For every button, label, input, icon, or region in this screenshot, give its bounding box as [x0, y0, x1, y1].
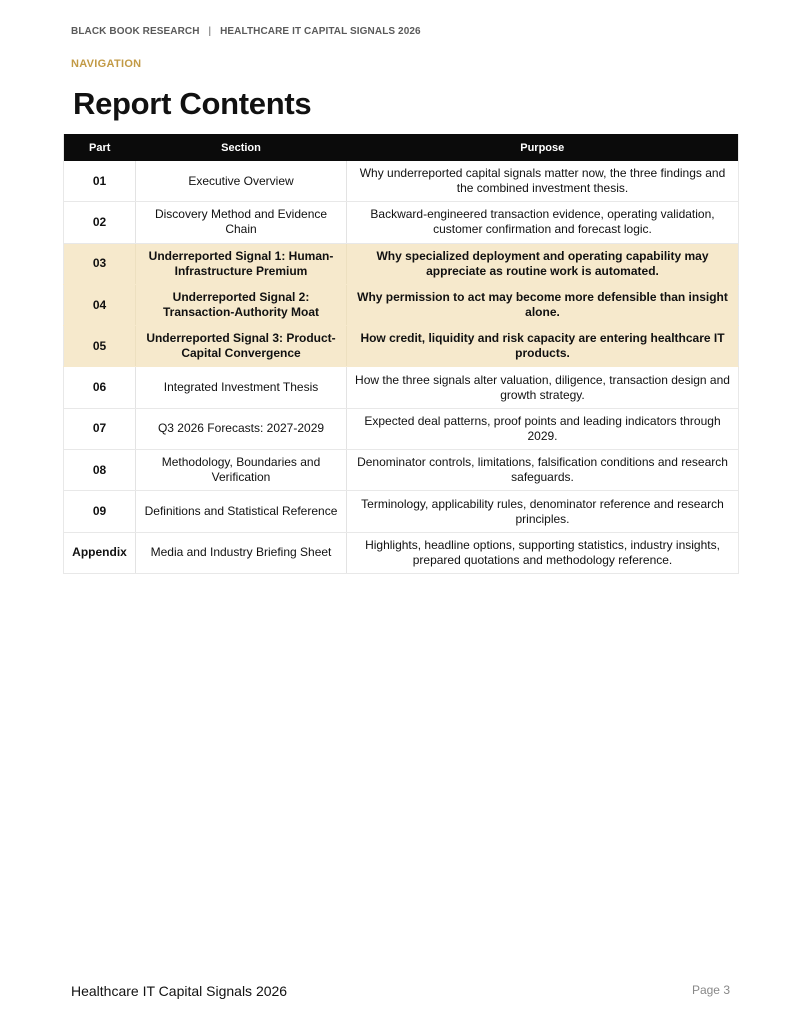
purpose-cell: Terminology, applicability rules, denominator reference and research principles. [347, 491, 739, 532]
column-header-part: Part [64, 134, 136, 161]
part-cell: 06 [64, 367, 136, 408]
purpose-cell: How the three signals alter valuation, diligence, transaction design and growth strategy. [347, 367, 739, 408]
table-row [64, 243, 739, 284]
section-cell: Integrated Investment Thesis [136, 367, 347, 408]
part-cell: 03 [64, 243, 136, 284]
part-cell: 09 [64, 491, 136, 532]
section-cell: Methodology, Boundaries and Verification [136, 450, 347, 491]
running-header [71, 26, 421, 37]
table-header-row [64, 134, 739, 161]
part-cell: Appendix [64, 532, 136, 573]
purpose-cell: Backward-engineered transaction evidence, operating validation, customer confirmation and forecast logic. [347, 202, 739, 243]
header-org: BLACK BOOK RESEARCH [71, 26, 200, 37]
header-separator: | [208, 26, 212, 37]
section-cell: Discovery Method and Evidence Chain [136, 202, 347, 243]
section-cell: Underreported Signal 3: Product-Capital Convergence [136, 326, 347, 367]
table-row [64, 202, 739, 243]
navigation-label: NAVIGATION [71, 58, 142, 70]
table-body [64, 161, 739, 573]
column-header-section: Section [136, 134, 347, 161]
part-cell: 01 [64, 161, 136, 202]
column-header-purpose: Purpose [347, 134, 739, 161]
header-report-name: HEALTHCARE IT CAPITAL SIGNALS 2026 [220, 26, 421, 37]
part-cell: 04 [64, 284, 136, 325]
section-cell: Executive Overview [136, 161, 347, 202]
purpose-cell: Why underreported capital signals matter now, the three findings and the combined investment thesis. [347, 161, 739, 202]
section-cell: Q3 2026 Forecasts: 2027-2029 [136, 408, 347, 449]
page-number: Page 3 [691, 983, 730, 997]
section-cell: Underreported Signal 2: Transaction-Authority Moat [136, 284, 347, 325]
table-row [64, 161, 739, 202]
page-title: Report Contents [73, 86, 312, 121]
section-cell: Media and Industry Briefing Sheet [136, 532, 347, 573]
section-cell: Definitions and Statistical Reference [136, 491, 347, 532]
part-cell: 05 [64, 326, 136, 367]
table-row [64, 367, 739, 408]
purpose-cell: Highlights, headline options, supporting statistics, industry insights, prepared quotations and methodology reference. [347, 532, 739, 573]
table-row [64, 532, 739, 573]
table-row [64, 408, 739, 449]
part-cell: 07 [64, 408, 136, 449]
purpose-cell: Denominator controls, limitations, falsification conditions and research safeguards. [347, 450, 739, 491]
purpose-cell: Why permission to act may become more defensible than insight alone. [347, 284, 739, 325]
contents-table [63, 134, 739, 574]
section-cell: Underreported Signal 1: Human-Infrastructure Premium [136, 243, 347, 284]
footer-title: Healthcare IT Capital Signals 2026 [71, 983, 288, 999]
purpose-cell: Expected deal patterns, proof points and leading indicators through 2029. [347, 408, 739, 449]
table-row [64, 491, 739, 532]
table-row [64, 450, 739, 491]
table-row [64, 326, 739, 367]
part-cell: 02 [64, 202, 136, 243]
table-row [64, 284, 739, 325]
purpose-cell: Why specialized deployment and operating capability may appreciate as routine work is automated. [347, 243, 739, 284]
part-cell: 08 [64, 450, 136, 491]
purpose-cell: How credit, liquidity and risk capacity are entering healthcare IT products. [347, 326, 739, 367]
